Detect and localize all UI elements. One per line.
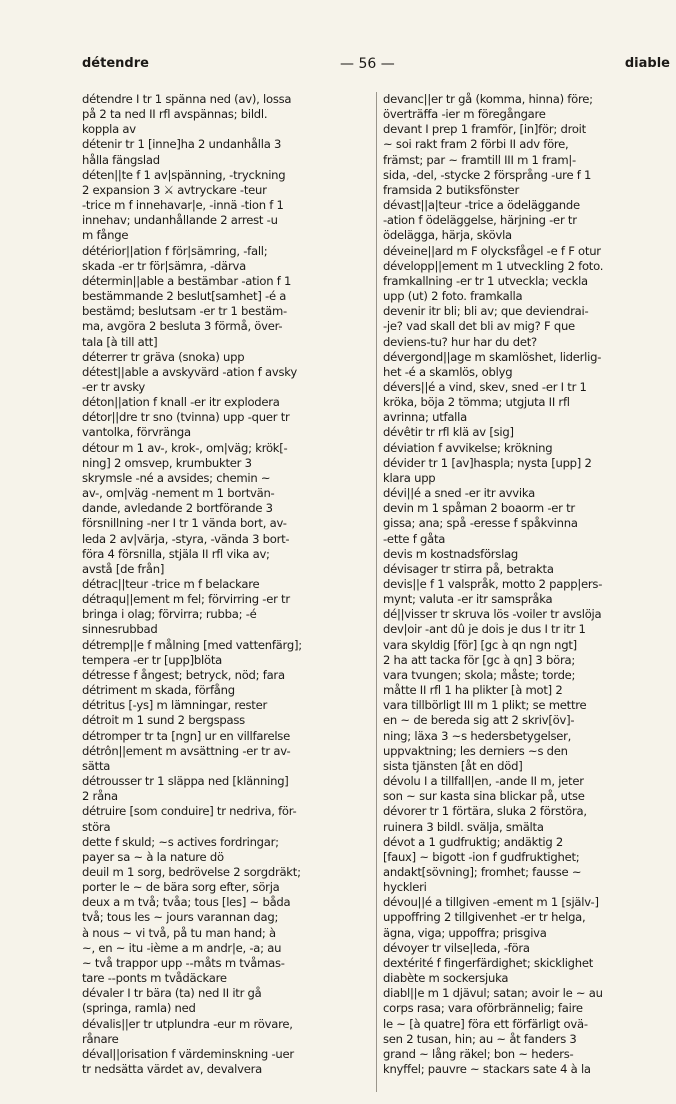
entry-line: dévoyer tr vilse|leda, -föra [383, 940, 530, 955]
entry-line: ~ två trappor upp --måts m tvåmas- [82, 955, 285, 970]
entry-line: dévou||é a tillgiven -ement m 1 [själv-] [383, 895, 599, 910]
page-number: — 56 — [340, 56, 395, 72]
entry-line: andakt[sövning]; fromhet; fausse ~ [383, 864, 582, 879]
entry-line: försnillning -ner I tr 1 vända bort, av- [82, 516, 287, 531]
entry-line: uppoffring 2 tillgivenhet -er tr helga, [383, 910, 586, 925]
entry-line: mynt; valuta -er itr samspråka [383, 592, 553, 607]
header-last-entry: diable [624, 56, 670, 71]
entry-line: déterrer tr gräva (snoka) upp [82, 349, 245, 364]
entry-line: dévêtir tr rfl klä av [sig] [383, 425, 514, 440]
entry-line: vara skyldig [för] [gc à qn ngn ngt] [383, 637, 577, 652]
entry-line: deux a m två; tvåa; tous [les] ~ båda [82, 895, 291, 910]
entry-line: 2 ha att tacka för [gc à qn] 3 böra; [383, 652, 575, 667]
entry-line: devant I prep 1 framför, [in]för; droit [383, 122, 586, 137]
entry-line: ning] 2 omsvep, krumbukter 3 [82, 455, 252, 470]
entry-line: på 2 ta ned II rfl avspännas; bildl. [82, 107, 268, 122]
entry-line: devis m kostnadsförslag [383, 546, 519, 561]
entry-line: détrousser tr 1 släppa ned [klänning] [82, 774, 289, 789]
entry-line: détrac||teur -trice m f belackare [82, 577, 260, 591]
entry-line: framsida 2 butiksfönster [383, 182, 519, 197]
entry-line: détor||dre tr sno (tvinna) upp -quer tr [82, 410, 290, 425]
entry-line: déveine||ard m F olycksfågel -e f F otur [383, 243, 601, 258]
entry-line: détour m 1 av-, krok-, om|väg; krök[- [82, 440, 288, 455]
entry-line: dévers||é a vind, skev, sned -er I tr 1 [383, 379, 587, 394]
entry-line: développ||ement m 1 utveckling 2 foto. [383, 258, 604, 273]
entry-line: tempera -er tr [upp]blöta [82, 652, 222, 667]
entry-line: détraqu||ement m fel; förvirring -er tr [82, 592, 290, 607]
entry-line: koppla av [82, 122, 136, 137]
entry-line: het -é a skamlös, oblyg [383, 364, 513, 379]
entry-line: överträffa -ier m föregångare [383, 107, 546, 122]
entry-line: hyckleri [383, 880, 427, 895]
entry-line: dextérité f fingerfärdighet; skicklighet [383, 955, 594, 970]
entry-line: ruinera 3 bildl. svälja, smälta [383, 819, 544, 834]
entry-line: skrymsle -né a avsides; chemin ~ [82, 470, 271, 485]
entry-line: bestämd; beslutsam -er tr 1 bestäm- [82, 304, 287, 319]
entry-line: dette f skuld; ~s actives fordringar; [82, 834, 279, 849]
entry-line: tr nedsätta värdet av, devalvera [82, 1062, 262, 1076]
entry-line: sen 2 tusan, hin; au ~ åt fanders 3 [383, 1031, 577, 1046]
entry-line: tala [à till att] [82, 334, 158, 349]
entry-line: détermin||able a bestämbar -ation f 1 [82, 273, 292, 288]
entry-line: skada -er tr för|sämra, -därva [82, 258, 246, 273]
entry-line: rånare [82, 1031, 119, 1046]
entry-line: deviens-tu? hur har du det? [383, 334, 537, 349]
entry-line: diabl||e m 1 djävul; satan; avoir le ~ au [383, 986, 603, 1001]
entry-line: dévast||a|teur -trice a ödeläggande [383, 198, 580, 213]
entry-line: le ~ [à quatre] föra ett förfärligt ovä- [383, 1016, 588, 1031]
entry-line: bestämmande 2 beslut[samhet] -é a [82, 289, 287, 304]
entry-line: uppvaktning; les derniers ~s den [383, 743, 568, 758]
entry-line: föra 4 försnilla, stjäla II rfl vika av; [82, 546, 270, 561]
entry-line: upp (ut) 2 foto. framkalla [383, 289, 523, 304]
entry-line: détroit m 1 sund 2 bergspass [82, 713, 245, 728]
entry-line: 2 råna [82, 789, 118, 804]
entry-line: détritus [-ys] m lämningar, rester [82, 698, 268, 713]
entry-line: sinnesrubbad [82, 622, 158, 637]
entry-line: innehav; undanhållande 2 arrest -u [82, 213, 278, 228]
entry-line: porter le ~ de bära sorg efter, sörja [82, 880, 280, 895]
entry-line: sätta [82, 758, 111, 773]
entry-line: dévider tr 1 [av]haspla; nysta [upp] 2 [383, 455, 592, 470]
entry-line: détest||able a avskyvärd -ation f avsky [82, 364, 297, 379]
entry-line: déval||orisation f värdeminskning -uer [82, 1046, 294, 1061]
entry-line: détremp||e f målning [med vattenfärg]; [82, 637, 302, 652]
entry-line: dévot a 1 gudfruktig; andäktig 2 [383, 834, 564, 849]
entry-line: ägna, viga; uppoffra; prisgiva [383, 925, 547, 940]
entry-line: dévalis||er tr utplundra -eur m rövare, [82, 1016, 293, 1031]
entry-line: ma, avgöra 2 besluta 3 förmå, över- [82, 319, 283, 334]
column-divider [376, 92, 377, 1092]
entry-line: -er tr avsky [82, 379, 145, 394]
entry-line: dévolu I a tillfall|en, -ande II m, jeter [383, 774, 584, 789]
entry-line: son ~ sur kasta sina blickar på, utse [383, 789, 585, 804]
entry-line: devenir itr bli; bli av; que deviendrai- [383, 304, 589, 319]
entry-line: hålla fängslad [82, 152, 160, 167]
entry-line: détromper tr ta [ngn] ur en villfarelse [82, 728, 290, 743]
entry-line: sida, -del, -stycke 2 försprång -ure f 1 [383, 167, 592, 182]
entry-line: av-, om|väg -nement m 1 bortvän- [82, 486, 275, 501]
header-first-entry: détendre [82, 56, 149, 71]
entry-line: 2 expansion 3 ⚔ avtryckare -teur [82, 182, 267, 197]
entry-line: détérior||ation f för|sämring, -fall; [82, 243, 268, 258]
entry-line: (springa, ramla) ned [82, 1001, 196, 1016]
entry-line: främst; par ~ framtill III m 1 fram|- [383, 152, 576, 167]
right-column [383, 92, 673, 1077]
entry-line: dande, avledande 2 bortförande 3 [82, 501, 273, 516]
entry-line: måtte II rfl 1 ha plikter [à mot] 2 [383, 683, 563, 698]
entry-line: en ~ de bereda sig att 2 skriv[öv]- [383, 713, 575, 728]
entry-line: détriment m skada, förfång [82, 683, 235, 698]
entry-line: détresse f ångest; betryck, nöd; fara [82, 667, 285, 682]
entry-line: två; tous les ~ jours varannan dag; [82, 910, 279, 925]
entry-line: détendre I tr 1 spänna ned (av), lossa [82, 92, 292, 106]
entry-line: ~ soi rakt fram 2 förbi II adv före, [383, 137, 569, 152]
entry-line: déton||ation f knall -er itr explodera [82, 395, 280, 410]
entry-line: à nous ~ vi två, på tu man hand; à [82, 925, 276, 940]
entry-line: -je? vad skall det bli av mig? F que [383, 319, 575, 334]
entry-line: gissa; ana; spå -eresse f spåkvinna [383, 516, 578, 531]
entry-line: deuil m 1 sorg, bedrövelse 2 sorgdräkt; [82, 864, 301, 879]
entry-line: dévi||é a sned -er itr avvika [383, 486, 535, 501]
entry-line: payer sa ~ à la nature dö [82, 849, 224, 864]
entry-line: devin m 1 spåman 2 boaorm -er tr [383, 501, 575, 516]
entry-line: sista tjänsten [åt en död] [383, 758, 523, 773]
entry-line: dévisager tr stirra på, betrakta [383, 561, 554, 576]
entry-line: dev|oir -ant dû je dois je dus I tr itr 1 [383, 622, 586, 637]
entry-line: détruire [som conduire] tr nedriva, för- [82, 804, 297, 819]
page-header [82, 56, 670, 76]
entry-line: -trice m f innehavar|e, -innä -tion f 1 [82, 198, 284, 213]
entry-line: bringa i olag; förvirra; rubba; -é [82, 607, 257, 622]
entry-line: devis||e f 1 valspråk, motto 2 papp|ers- [383, 577, 603, 591]
entry-line: déten||te f 1 av|spänning, -tryckning [82, 167, 286, 182]
entry-line: leda 2 av|värja, -styra, -vända 3 bort- [82, 531, 290, 546]
entry-line: diabète m sockersjuka [383, 971, 509, 986]
entry-line: dévorer tr 1 förtära, sluka 2 förstöra, [383, 804, 587, 819]
entry-line: vara tvungen; skola; måste; torde; [383, 667, 576, 682]
entry-line: avrinna; utfalla [383, 410, 467, 425]
entry-line: knyffel; pauvre ~ stackars sate 4 à la [383, 1062, 591, 1076]
entry-line: störa [82, 819, 111, 834]
entry-line: tare --ponts m tvådäckare [82, 971, 227, 986]
entry-line: grand ~ lång räkel; bon ~ heders- [383, 1046, 574, 1061]
entry-line: vara tillbörligt III m 1 plikt; se mettre [383, 698, 587, 713]
entry-line: -ette f gåta [383, 531, 446, 546]
entry-line: ~, en ~ itu -ième a m andr|e, -a; au [82, 940, 282, 955]
entry-line: klara upp [383, 470, 436, 485]
entry-line: framkallning -er tr 1 utveckla; veckla [383, 273, 588, 288]
entry-line: dévaler I tr bära (ta) ned II itr gå [82, 986, 262, 1001]
entry-line: m fånge [82, 228, 129, 243]
entry-line: -ation f ödeläggelse, härjning -er tr [383, 213, 577, 228]
entry-line: corps rasa; vara oförbrännelig; faire [383, 1001, 583, 1016]
entry-line: ning; läxa 3 ~s hedersbetygelser, [383, 728, 572, 743]
entry-line: [faux] ~ bigott -ion f gudfruktighet; [383, 849, 580, 864]
entry-line: déviation f avvikelse; krökning [383, 440, 553, 455]
entry-line: devanc||er tr gå (komma, hinna) före; [383, 92, 593, 106]
entry-line: dé||visser tr skruva lös -voiler tr avslöja [383, 607, 602, 622]
entry-line: détrôn||ement m avsättning -er tr av- [82, 743, 291, 758]
entry-line: avstå [de från] [82, 561, 165, 576]
left-column [82, 92, 372, 1077]
entry-line: détenir tr 1 [inne]ha 2 undanhålla 3 [82, 137, 282, 152]
entry-line: kröka, böja 2 tömma; utgjuta II rfl [383, 395, 570, 410]
entry-line: dévergond||age m skamlöshet, liderlig- [383, 349, 602, 364]
entry-line: ödelägga, härja, skövla [383, 228, 512, 243]
entry-line: vantolka, förvränga [82, 425, 191, 440]
